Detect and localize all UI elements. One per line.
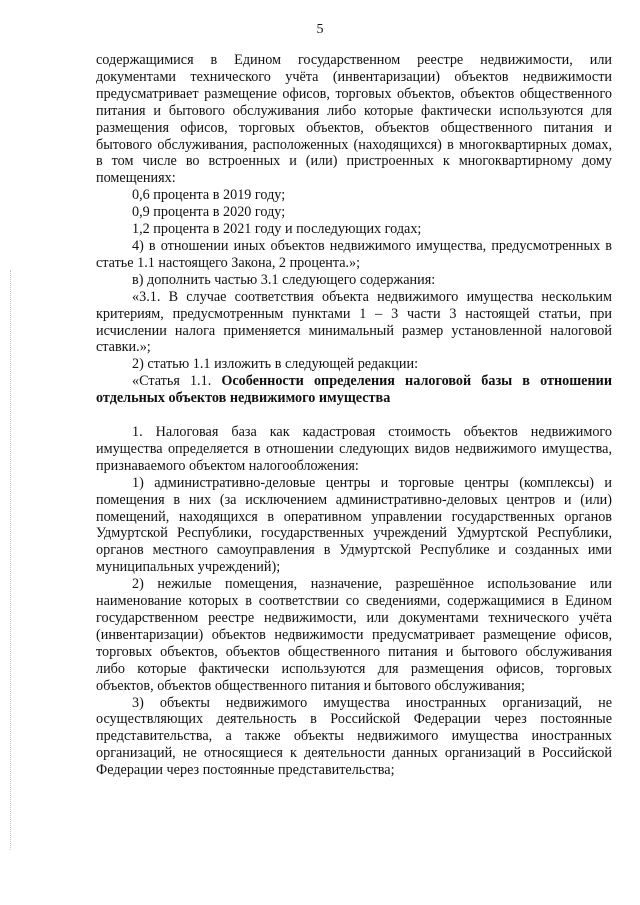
- rate-2019: 0,6 процента в 2019 году;: [132, 187, 286, 204]
- paragraph-continuation: содержащимися в Едином государственном реестре недвижимости, или документами технического учёта (инвентаризации) объектов недвижимости предусматривает размещение офисов, торговых объектов, объектов общественного питания и бытового обслуживания либо которые фактически используются для размещения офисов, торговых объектов, объектов общественного питания и бытового обслуживания, расположенных (находящихся) в многоквартирных домах, в том числе во встроенных и (или) пристроенных к многоквартирному дому помещениях:: [96, 52, 612, 187]
- subpoint-2: 2) нежилые помещения, назначение, разрешённое использование или наименование которых в соответствии со сведениями, содержащимися в Едином государственном реестре недвижимости, или документами технического учёта (инвентаризации) объектов недвижимости предусматривает размещение офисов, торговых объектов, объектов общественного питания и бытового обслуживания либо которые фактически используются для размещения офисов, торговых объектов, объектов общественного питания и бытового обслуживания;: [96, 576, 612, 694]
- amendment-v: в) дополнить частью 3.1 следующего содержания:: [132, 271, 436, 288]
- part-3-1: «3.1. В случае соответствия объекта недвижимого имущества нескольким критериям, предусмотренным пунктами 1 – 3 части 3 настоящей статьи, при исчислении налога применяется минимальный размер установленной налоговой ставки.»;: [96, 288, 612, 356]
- rate-2021: 1,2 процента в 2021 году и последующих годах;: [132, 221, 422, 238]
- document-body: [96, 52, 612, 779]
- amendment-2: 2) статью 1.1 изложить в следующей редакции:: [132, 356, 419, 373]
- subpoint-1: 1) административно-деловые центры и торговые центры (комплексы) и помещения в них (за исключением административно-деловых центров и (или) помещений, находящихся в оперативном управлении государственных органов Удмуртской Республики, государственных учреждений Удмуртской Республики, органов местного самоуправления в Удмуртской Республике и созданных ими муниципальных учреждений);: [96, 474, 612, 576]
- article-heading: [96, 373, 612, 407]
- clause-4: 4) в отношении иных объектов недвижимого имущества, предусмотренных в статье 1.1 настоящего Закона, 2 процента.»;: [96, 237, 612, 271]
- article-number: «Статья 1.1.: [132, 373, 222, 390]
- scan-edge-artifact: [10, 270, 13, 850]
- subpoint-3: 3) объекты недвижимого имущества иностранных организаций, не осуществляющих деятельность в Российской Федерации через постоянные представительства, а также объекты недвижимого имущества иностранных организаций, не относящиеся к деятельности данных организаций в Российской Федерации через постоянные представительства;: [96, 694, 612, 779]
- page-number: 5: [316, 22, 324, 37]
- article-title: Особенности определения налоговой базы в отношении отдельных объектов недвижимого имущества: [96, 373, 613, 407]
- rate-2020: 0,9 процента в 2020 году;: [132, 204, 286, 221]
- article-point-1: 1. Налоговая база как кадастровая стоимость объектов недвижимого имущества определяется в отношении следующих видов недвижимого имущества, признаваемого объектом налогообложения:: [96, 424, 612, 474]
